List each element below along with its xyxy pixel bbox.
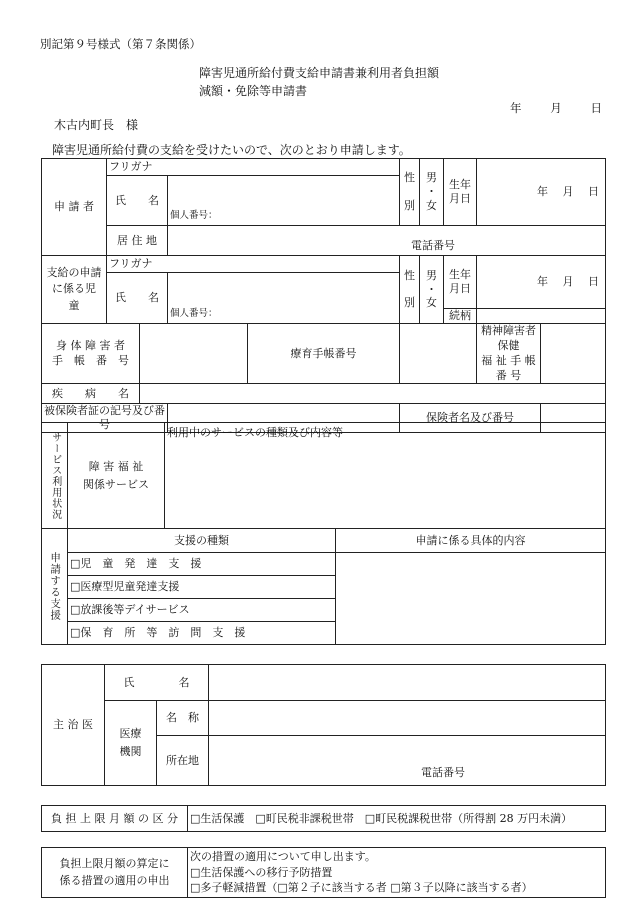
child-sex-options[interactable]: 男 ・ 女 (420, 256, 444, 324)
mental-handbook-label: 精神障害者保健 福 祉 手 帳 番 号 (477, 324, 541, 384)
disease-field[interactable] (140, 384, 606, 404)
applicant-address-field[interactable] (168, 226, 606, 256)
child-furigana-label: フリガナ (107, 256, 400, 273)
date-day-label: 日 (590, 101, 602, 115)
institution-location-field[interactable] (209, 736, 606, 786)
measures-label: 負担上限月額の算定に 係る措置の適用の申出 (42, 848, 188, 898)
form-title-line2: 減額・免除等申請書 (199, 84, 308, 98)
service-table (41, 422, 606, 645)
applicant-name-label: 氏 名 (107, 176, 168, 226)
burden-category-label: 負 担 上 限 月 額 の 区 分 (42, 806, 188, 832)
addressee: 木古内町長 様 (54, 118, 139, 132)
applicant-birth-date[interactable]: 年 月 日 (477, 159, 606, 226)
applicant-my-number-label: 個人番号： (170, 210, 218, 222)
child-my-number-label: 個人番号： (170, 308, 218, 320)
service-usage-section-label: サービス利用状況 (42, 423, 68, 529)
measures-table (41, 847, 606, 898)
insurer-label: 保険者名及び番号 (400, 404, 541, 433)
date-month-label: 月 (550, 101, 562, 115)
doctor-phone-label: 電話番号 (421, 766, 465, 780)
institution-label: 医療機関 (105, 701, 157, 786)
ryoiku-handbook-field[interactable] (400, 324, 477, 384)
insured-card-label: 被保険者証の記号及び番号 (42, 404, 168, 433)
support-detail-header: 申請に係る具体的内容 (336, 529, 606, 553)
applicant-sex-label: 性 別 (400, 159, 420, 226)
support-detail-field[interactable] (336, 553, 606, 645)
measures-intro: 次の措置の適用について申し出ます。 (190, 849, 376, 863)
disease-label: 疾 病 名 (42, 384, 140, 404)
applicant-sex-options[interactable]: 男 ・ 女 (420, 159, 444, 226)
applicant-table (41, 158, 606, 433)
child-name-label: 氏 名 (107, 273, 168, 324)
service-content-field[interactable] (165, 423, 606, 529)
child-relationship-field[interactable] (477, 309, 606, 324)
child-sex-label: 性 別 (400, 256, 420, 324)
support-option-nursery-visit[interactable]: □保 育 所 等 訪 問 支 援 (68, 622, 336, 645)
institution-location-label: 所在地 (157, 736, 209, 786)
applicant-phone-label: 電話番号 (411, 239, 456, 253)
applicant-birth-label: 生年月日 (444, 159, 477, 226)
doctor-name-field[interactable] (209, 665, 606, 701)
child-name-field[interactable] (168, 273, 400, 324)
doctor-name-label: 氏 名 (105, 665, 209, 701)
applicant-section-label: 申 請 者 (42, 159, 107, 256)
measures-options[interactable] (188, 848, 606, 898)
form-title-line1: 障害児通所給付費支給申請書兼利用者負担額 (199, 66, 440, 80)
institution-name-label: 名 称 (157, 701, 209, 736)
service-content-label: 利用中のサービスの種類及び内容等 (167, 426, 343, 439)
physical-handbook-field[interactable] (140, 324, 248, 384)
burden-table (41, 805, 606, 832)
application-date (510, 101, 602, 115)
intro-text: 障害児通所給付費の支給を受けたいので、次のとおり申請します。 (52, 143, 411, 157)
measure-multi-child[interactable]: □多子軽減措置（□第２子に該当する者 □第３子以降に該当する者） (190, 881, 533, 895)
measure-welfare-prevention[interactable]: □生活保護への移行予防措置 (190, 865, 333, 879)
support-option-child-development[interactable]: □児 童 発 達 支 援 (68, 553, 336, 576)
applicant-furigana-label: フリガナ (107, 159, 400, 176)
doctor-section-label: 主 治 医 (42, 665, 105, 786)
doctor-table (41, 664, 606, 786)
requested-support-section-label: 申請する支援 (42, 529, 68, 645)
institution-name-field[interactable] (209, 701, 606, 736)
ryoiku-handbook-label: 療育手帳番号 (248, 324, 400, 384)
welfare-service-label: 障 害 福 祉 関係サービス (68, 423, 165, 529)
form-id: 別記第９号様式（第７条関係） (40, 37, 201, 51)
child-birth-date[interactable]: 年 月 日 (477, 256, 606, 309)
child-birth-label: 生年月日 (444, 256, 477, 309)
date-year-label: 年 (510, 101, 522, 115)
mental-handbook-field[interactable] (541, 324, 606, 384)
support-option-after-school[interactable]: □放課後等デイサービス (68, 599, 336, 622)
child-section-label: 支給の申請に係る児 童 (42, 256, 107, 324)
applicant-address-label: 居 住 地 (107, 226, 168, 256)
child-relationship-label: 続柄 (444, 309, 477, 324)
support-type-header: 支援の種類 (68, 529, 336, 553)
applicant-name-field[interactable] (168, 176, 400, 226)
burden-category-options[interactable]: □生活保護 □町民税非課税世帯 □町民税課税世帯（所得割 28 万円未満） (188, 806, 606, 832)
support-option-medical-development[interactable]: □医療型児童発達支援 (68, 576, 336, 599)
physical-handbook-label: 身 体 障 害 者 手 帳 番 号 (42, 324, 140, 384)
